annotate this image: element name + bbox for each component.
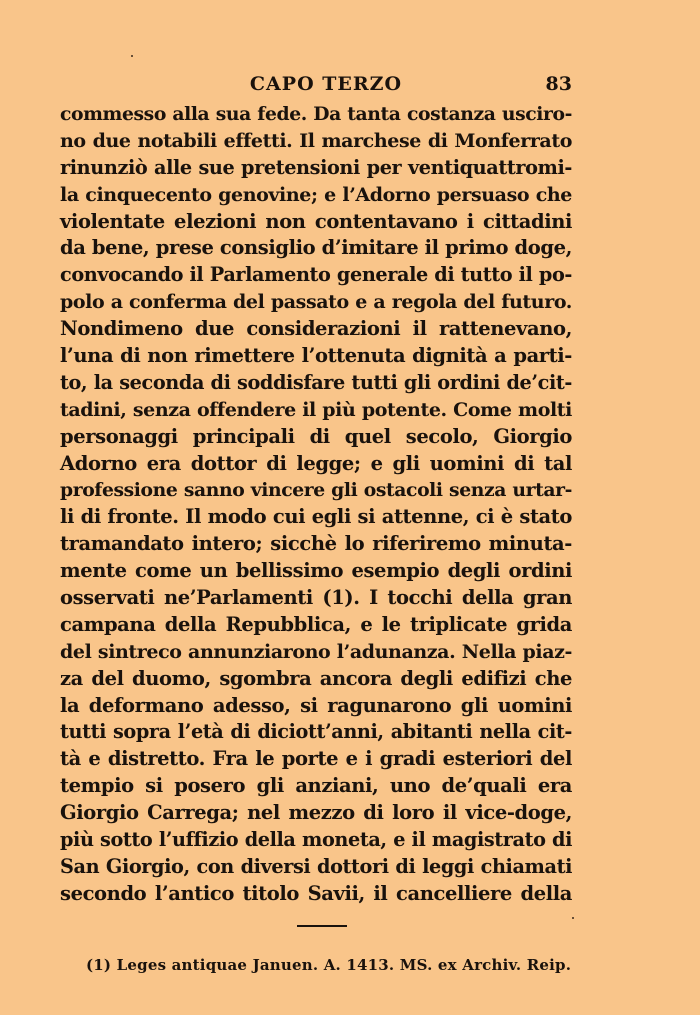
text-line: osservati ne’Parlamenti (1). I tocchi della gran	[60, 586, 572, 610]
text-line: la cinquecento genovine; e l’Adorno persuaso che	[60, 183, 572, 206]
text-line: personaggi principali di quel secolo, Giorgio	[60, 424, 572, 448]
text-line: violentate elezioni non contentavano i cittadini	[60, 209, 572, 233]
text-line: za del duomo, sgombra ancora degli edifizi che	[60, 666, 572, 690]
text-line: polo a conferma del passato e a regola del futuro.	[60, 291, 572, 314]
text-line: mente come un bellissimo esempio degli ordini	[60, 559, 572, 583]
text-line: tempio si posero gli anziani, uno de’quali era	[60, 774, 572, 798]
running-title: CAPO TERZO	[249, 73, 403, 95]
text-line: da bene, prese consiglio d’imitare il primo doge,	[60, 236, 572, 260]
text-line: tutti sopra l’età di diciott’anni, abitanti nella cit-	[60, 720, 572, 744]
text-line: Nondimeno due considerazioni il rattenevano,	[60, 317, 572, 341]
footnote-separator-rule	[297, 925, 347, 927]
text-line: più sotto l’uffizio della moneta, e il magistrato di	[60, 828, 572, 852]
body-text	[60, 101, 572, 908]
text-line: del sintreco annunziarono l’adunanza. Nella piaz-	[60, 640, 572, 663]
text-line: to, la seconda di soddisfare tutti gli ordini de’cit-	[60, 370, 572, 394]
text-line: professione sanno vincere gli ostacoli senza urtar-	[60, 479, 572, 502]
text-line: Adorno era dottor di legge; e gli uomini di tal	[60, 451, 572, 475]
text-line: San Giorgio, con diversi dottori di leggi chiamati	[60, 854, 572, 878]
text-line: rinunziò alle sue pretensioni per ventiquattromi-	[60, 155, 572, 179]
text-line: tadini, senza offendere il più potente. Come molti	[60, 398, 572, 421]
text-line: Giorgio Carrega; nel mezzo di loro il vice-doge,	[60, 801, 572, 825]
text-line: commesso alla sua fede. Da tanta costanza usciro-	[60, 103, 572, 125]
text-line: campana della Repubblica, e le triplicate grida	[60, 612, 572, 636]
text-line: no due notabili effetti. Il marchese di Monferrato	[60, 129, 572, 152]
text-line: la deformano adesso, si ragunarono gli uomini	[60, 693, 572, 717]
text-line: l’una di non rimettere l’ottenuta dignità a parti-	[60, 344, 572, 368]
paper-speck	[131, 55, 133, 57]
text-line: tà e distretto. Fra le porte e i gradi esteriori del	[60, 747, 572, 771]
page-header	[60, 70, 572, 98]
paper-speck	[572, 917, 574, 919]
footnote: (1) Leges antiquae Januen. A. 1413. MS. ex Archiv. Reip.	[86, 956, 572, 974]
text-line: convocando il Parlamento generale di tutto il po-	[60, 263, 572, 287]
text-line: li di fronte. Il modo cui egli si attenne, ci è stato	[60, 505, 572, 529]
text-line: secondo l’antico titolo Savii, il cancelliere della	[60, 881, 572, 905]
text-line: tramandato intero; sicchè lo riferiremo minuta-	[60, 532, 572, 556]
page-number: 83	[545, 73, 572, 95]
